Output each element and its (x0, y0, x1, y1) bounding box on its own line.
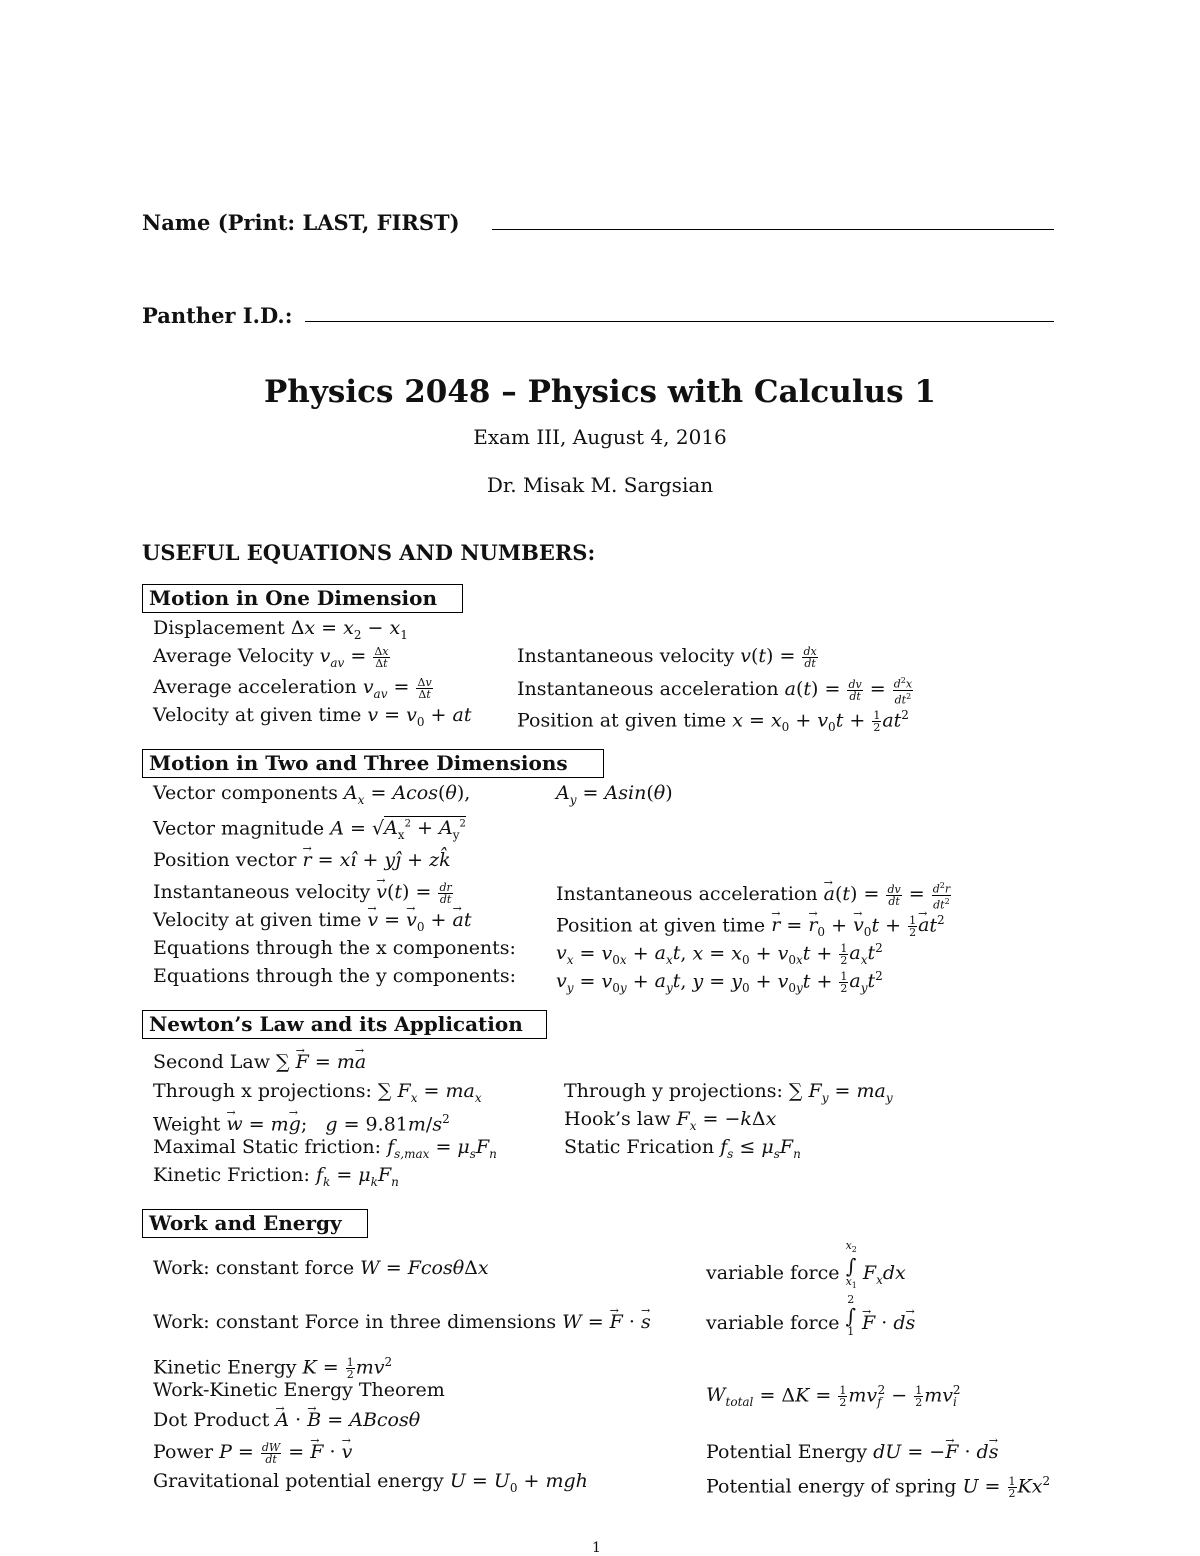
eq-vector-component-y: $A_y = Asin(\theta)$ (556, 782, 673, 807)
eq-inst-accel: Instantaneous acceleration a(t) = $\frac{dv}{dt}$ = $\frac{d^2x}{dt^2}$ (517, 676, 913, 707)
eq-kinetic-energy: Kinetic Energy K = $\frac{1}{2}$ $mv^2$ (153, 1355, 393, 1381)
eq-vector-magnitude: Vector magnitude $A = √A_x^2 + A_y^2$ (153, 817, 466, 843)
eq-x-components: $v_x = v_{0x} + a_xt$, $x = x_0 + v_{0x}t$ + $\frac{1}{2}$ $a_xt^2$ (556, 941, 883, 968)
name-field-label: Name (Print: LAST, FIRST) (142, 210, 460, 235)
eq-2d-inst-accel: Instantaneous acceleration → a(t) = $\frac{dv}{dt}$ = $\frac{d^2r}{dt^2}$ (556, 880, 952, 910)
eq-2d-inst-velocity: Instantaneous velocity → v(t) = $\frac{dr}{dt}$ (153, 880, 454, 905)
eq-grav-pe: Gravitational potential energy $U = U_0$ + mgh (153, 1470, 588, 1495)
page-number: 1 (592, 1540, 601, 1556)
eq-2d-pos-time: Position at given time → r = → $r_0$ + → $v_0t$ + $\frac{1}{2}$ → $at^2$ (556, 908, 945, 944)
eq-weight: Weight → w = m→ g; $g = 9.81m/s^2$ (153, 1107, 450, 1136)
eq-y-components: $v_y = v_{0y} + a_yt$, $y = y_0 + v_{0y}t$ + $\frac{1}{2}$ $a_yt^2$ (556, 969, 883, 996)
section-work-energy-title: Work and Energy (142, 1209, 368, 1238)
name-field-line[interactable] (492, 229, 1054, 230)
eq-work-3d: Work: constant Force in three dimensions W = → F · → s (153, 1310, 651, 1334)
section-one-dimension-title: Motion in One Dimension (142, 584, 463, 613)
eq-y-projections: Through y projections: ∑ $F_y = ma_y$ (564, 1080, 893, 1105)
eq-avg-accel: Average acceleration $v_{av}$ = $\frac{\Delta v}{\Delta t}$ (153, 675, 432, 701)
eq-potential-energy: Potential Energy dU = −→ F · d→ s (706, 1440, 998, 1464)
eq-wke-theorem-label: Work-Kinetic Energy Theorem (153, 1379, 445, 1401)
eq-pos-time: Position at given time $x = x_0 + v_0t$ + $\frac{1}{2}$ $at^2$ (517, 708, 909, 735)
instructor: Dr. Misak M. Sargsian (486, 473, 714, 497)
id-field-line[interactable] (305, 321, 1054, 322)
eq-avg-velocity: Average Velocity $v_{av}$ = $\frac{\Delta x}{\Delta t}$ (153, 644, 389, 670)
eq-max-static-friction: Maximal Static friction: $f_{s,max} = \mu_sF_n$ (153, 1136, 497, 1161)
section-newton-title: Newton’s Law and its Application (142, 1010, 547, 1039)
eq-displacement: Displacement $\Delta x = x_2 - x_1$ (153, 617, 408, 642)
eq-second-law: Second Law ∑ → F = m→ a (153, 1050, 366, 1074)
exam-date: Exam III, August 4, 2016 (473, 425, 727, 449)
eq-work-constant: Work: constant force W = FcosθΔx (153, 1257, 489, 1279)
eq-kinetic-friction: Kinetic Friction: $f_k = \mu_kF_n$ (153, 1164, 399, 1189)
eq-variable-force-3d: variable force 2 ∫ 1 → F · d→ s (706, 1310, 915, 1338)
useful-heading: USEFUL EQUATIONS AND NUMBERS: (142, 540, 596, 565)
eq-x-components-label: Equations through the x components: (153, 937, 516, 959)
eq-vector-components: Vector components $A_x = Acos(\theta)$, (153, 782, 471, 807)
eq-y-components-label: Equations through the y components: (153, 965, 516, 987)
eq-variable-force-1d: variable force $x_2$ ∫ $x_1$ $F_xdx$ (706, 1239, 906, 1291)
eq-vel-time: Velocity at given time $v = v_0$ + at (153, 704, 472, 729)
eq-x-projections: Through x projections: ∑ $F_x = ma_x$ (153, 1080, 482, 1105)
section-two-dimensions-title: Motion in Two and Three Dimensions (142, 749, 604, 778)
id-field-label: Panther I.D.: (142, 303, 293, 328)
eq-wke-theorem: $W_{total} = \Delta K$ = $\frac{1}{2}$ $mv_f^2$ − $\frac{1}{2}$ $mv_i^2$ (706, 1383, 961, 1410)
eq-hooke: Hook’s law $F_x = -k\Delta x$ (564, 1108, 777, 1133)
eq-spring-pe: Potential energy of spring U = $\frac{1}{2}$ Kx$^2$ (706, 1474, 1051, 1500)
eq-static-friction: Static Frication $f_s \le \mu_sF_n$ (564, 1136, 801, 1161)
eq-position-vector: Position vector → r = xî + yĵ + zk̂ (153, 848, 451, 872)
page-title: Physics 2048 – Physics with Calculus 1 (264, 374, 936, 410)
eq-inst-velocity: Instantaneous velocity v(t) = $\frac{dx}{dt}$ (517, 644, 817, 670)
eq-power: Power P = $\frac{dW}{dt}$ = → F · → v (153, 1440, 352, 1465)
eq-dot-product: Dot Product → A · → B = ABcosθ (153, 1408, 420, 1432)
eq-2d-vel-time: Velocity at given time → v = → $v_0$ + → at (153, 908, 471, 939)
